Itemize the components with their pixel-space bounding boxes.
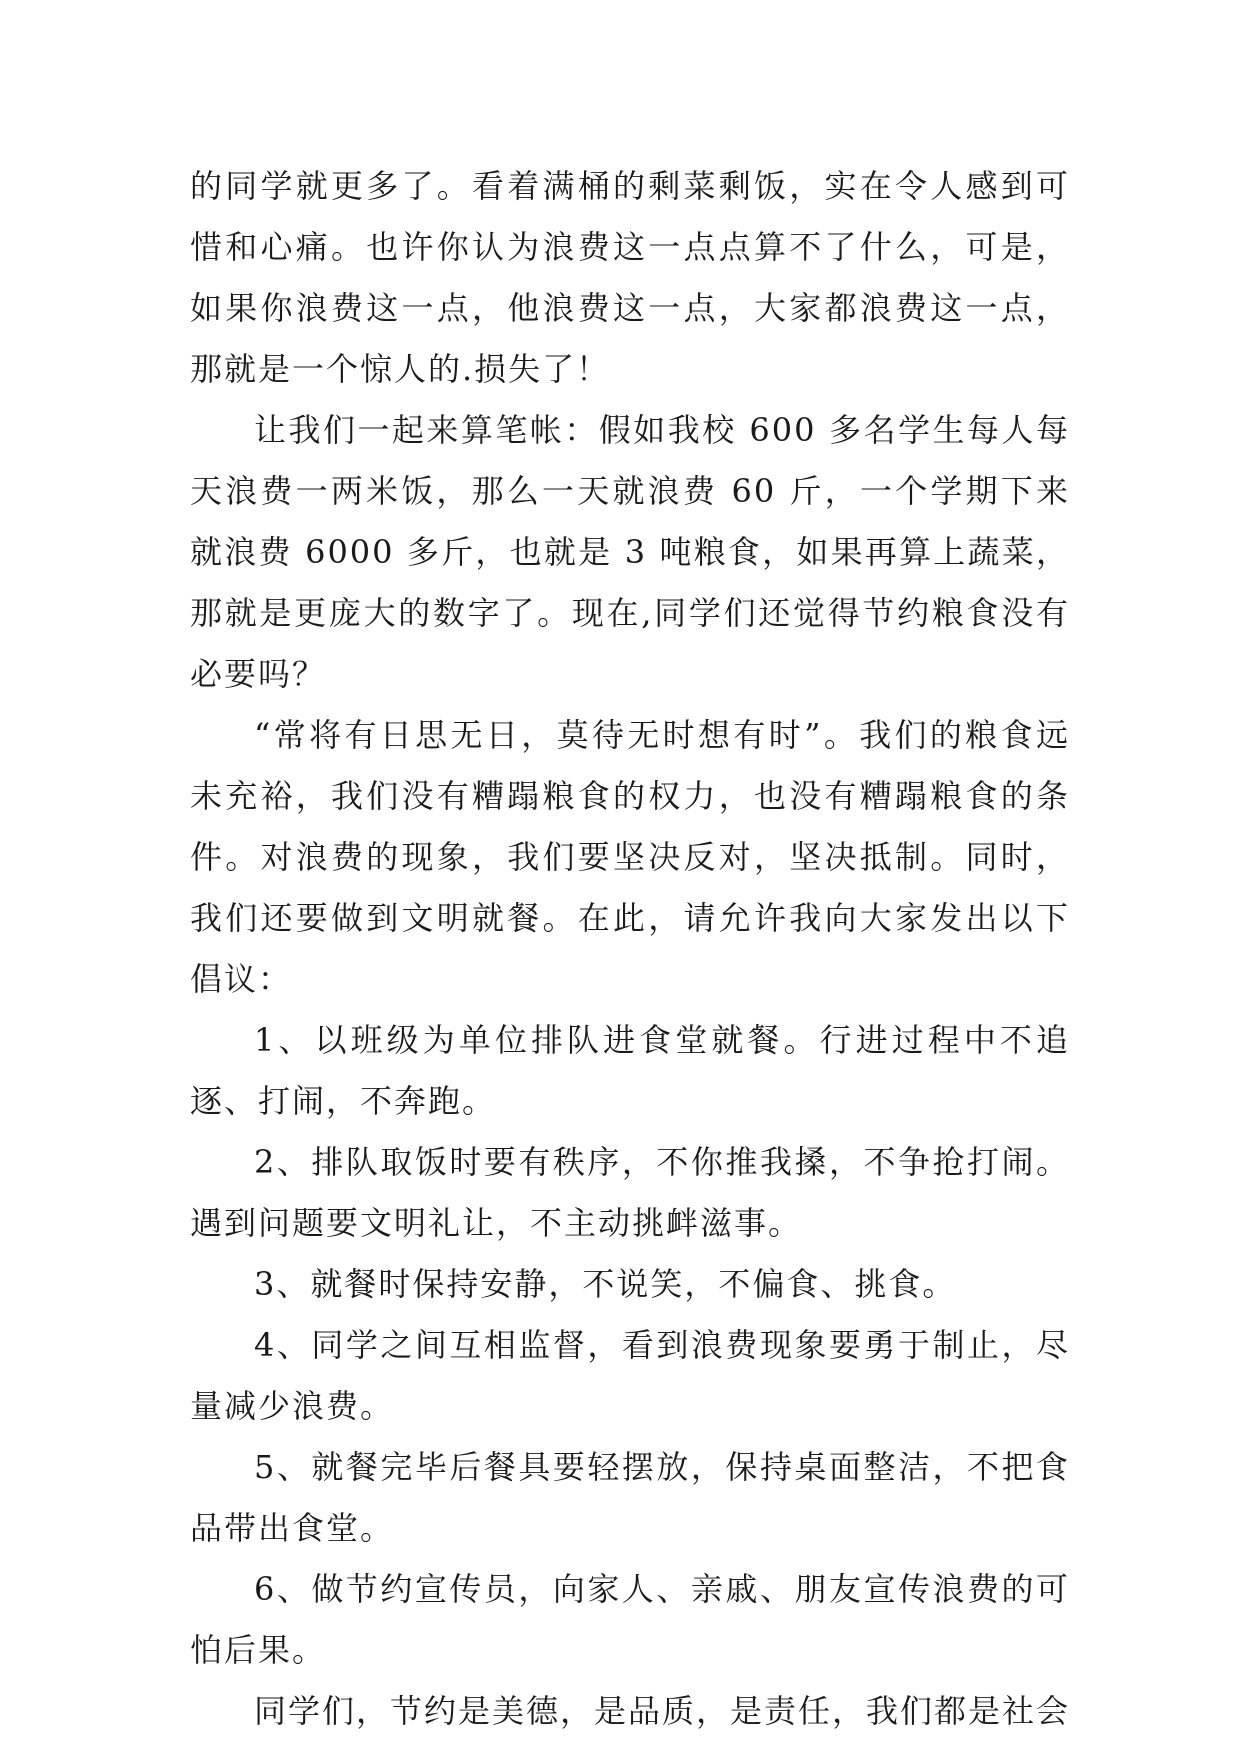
paragraph-3: “常将有日思无日，莫待无时想有时”。我们的粮食远未充裕，我们没有糟蹋粮食的权力，也没有糟蹋粮食的条件。对浪费的现象，我们要坚决反对，坚决抵制。同时，我们还要做到文明就餐。在此，请允许我向大家发出以下倡议： <box>190 716 1070 998</box>
proposal-item-3: 3、就餐时保持安静，不说笑，不偏食、挑食。 <box>254 1265 957 1303</box>
proposal-item-2: 2、排队取饭时要有秩序，不你推我搡，不争抢打闹。遇到问题要文明礼让，不主动挑衅滋事。 <box>190 1143 1070 1242</box>
proposal-item-5: 5、就餐完毕后餐具要轻摆放，保持桌面整洁，不把食品带出食堂。 <box>190 1448 1070 1547</box>
closing-paragraph: 同学们，节约是美德，是品质，是责任，我们都是社会 <box>254 1692 1071 1730</box>
paragraph-1: 的同学就更多了。看着满桶的剩菜剩饭，实在令人感到可惜和心痛。也许你认为浪费这一点点算不了什么，可是，如果你浪费这一点，他浪费这一点，大家都浪费这一点，那就是一个惊人的.损失了！ <box>190 167 1070 388</box>
proposal-item-4: 4、同学之间互相监督，看到浪费现象要勇于制止，尽量减少浪费。 <box>190 1326 1070 1425</box>
proposal-item-6: 6、做节约宣传员，向家人、亲戚、朋友宣传浪费的可怕后果。 <box>190 1570 1070 1669</box>
proposal-item-1: 1、以班级为单位排队进食堂就餐。行进过程中不追逐、打闹，不奔跑。 <box>190 1021 1070 1120</box>
document-body <box>190 156 1070 1742</box>
paragraph-2: 让我们一起来算笔帐：假如我校 600 多名学生每人每天浪费一两米饭，那么一天就浪费 60 斤，一个学期下来就浪费 6000 多斤，也就是 3 吨粮食，如果再算上蔬菜，那就是更庞大的数字了。现在,同学们还觉得节约粮食没有必要吗？ <box>190 411 1070 693</box>
